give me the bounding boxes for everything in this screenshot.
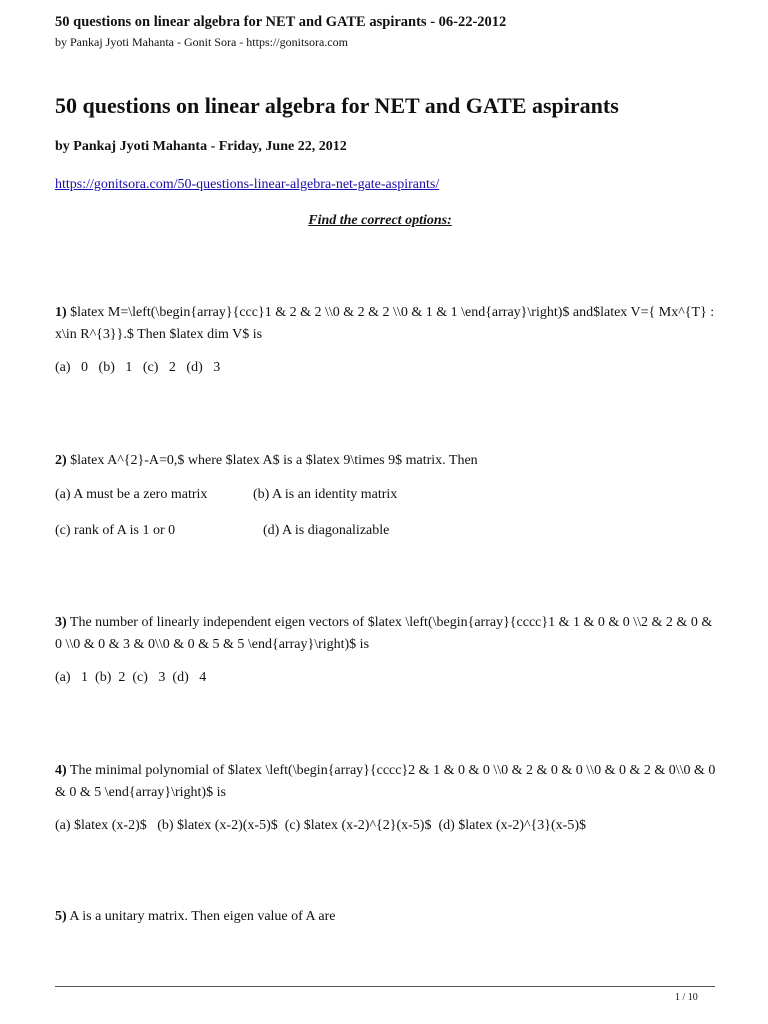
question-4: [55, 760, 720, 804]
instruction-text: Find the correct options:: [308, 213, 452, 228]
question-text: The number of linearly independent eigen vectors of $latex \left(\begin{array}{cccc}1 & 1 & 0 & 0 \\2 & 2 & 0 & 0 \\0 & 0 & 3 & 0\\0 & 0 & 5 & 5 \end{array}\right)$ is: [55, 615, 713, 652]
question-text: $latex A^{2}-A=0,$ where $latex A$ is a $latex 9\times 9$ matrix. Then: [66, 453, 478, 468]
question-2-option-a: (a) A must be a zero matrix: [55, 487, 208, 502]
question-1-options: (a) 0 (b) 1 (c) 2 (d) 3: [55, 360, 221, 375]
question-2-option-c: (c) rank of A is 1 or 0: [55, 523, 176, 538]
running-header-subtitle: by Pankaj Jyoti Mahanta - Gonit Sora - https://gonitsora.com: [55, 35, 348, 49]
question-2-option-b: (b) A is an identity matrix: [253, 487, 398, 502]
article-title: 50 questions on linear algebra for NET and GATE aspirants: [55, 93, 619, 118]
question-number: 5): [55, 909, 67, 924]
question-number: 3): [55, 615, 67, 630]
question-number: 4): [55, 763, 67, 778]
question-3-options: (a) 1 (b) 2 (c) 3 (d) 4: [55, 670, 207, 685]
running-header-title: 50 questions on linear algebra for NET and GATE aspirants - 06-22-2012: [55, 14, 507, 30]
page-number: 1 / 10: [675, 992, 698, 1003]
question-text: A is a unitary matrix. Then eigen value of A are: [66, 909, 336, 924]
question-5: [55, 906, 720, 928]
question-2-option-d: (d) A is diagonalizable: [263, 523, 390, 538]
question-text: $latex M=\left(\begin{array}{ccc}1 & 2 & 2 \\0 & 2 & 2 \\0 & 1 & 1 \end{array}\right)$ and$latex V={ Mx^{T} : x\in R^{3}}.$ Then $latex dim V$ is: [55, 305, 715, 342]
question-number: 1): [55, 305, 67, 320]
question-text: The minimal polynomial of $latex \left(\begin{array}{cccc}2 & 1 & 0 & 0 \\0 & 2 & 0 & 0 \\0 & 0 & 2 & 0\\0 & 0 & 0 & 5 \end{array}\right)$ is: [55, 763, 716, 800]
question-3: [55, 612, 720, 656]
article-link[interactable]: https://gonitsora.com/50-questions-linear-algebra-net-gate-aspirants/: [55, 177, 440, 192]
question-number: 2): [55, 453, 67, 468]
question-2: [55, 450, 720, 472]
question-1: [55, 302, 720, 346]
footer-divider: [55, 986, 715, 987]
article-byline: by Pankaj Jyoti Mahanta - Friday, June 22, 2012: [55, 139, 347, 154]
question-4-options: (a) $latex (x-2)$ (b) $latex (x-2)(x-5)$ (c) $latex (x-2)^{2}(x-5)$ (d) $latex (x-2)^{3}(x-5)$: [55, 818, 586, 833]
